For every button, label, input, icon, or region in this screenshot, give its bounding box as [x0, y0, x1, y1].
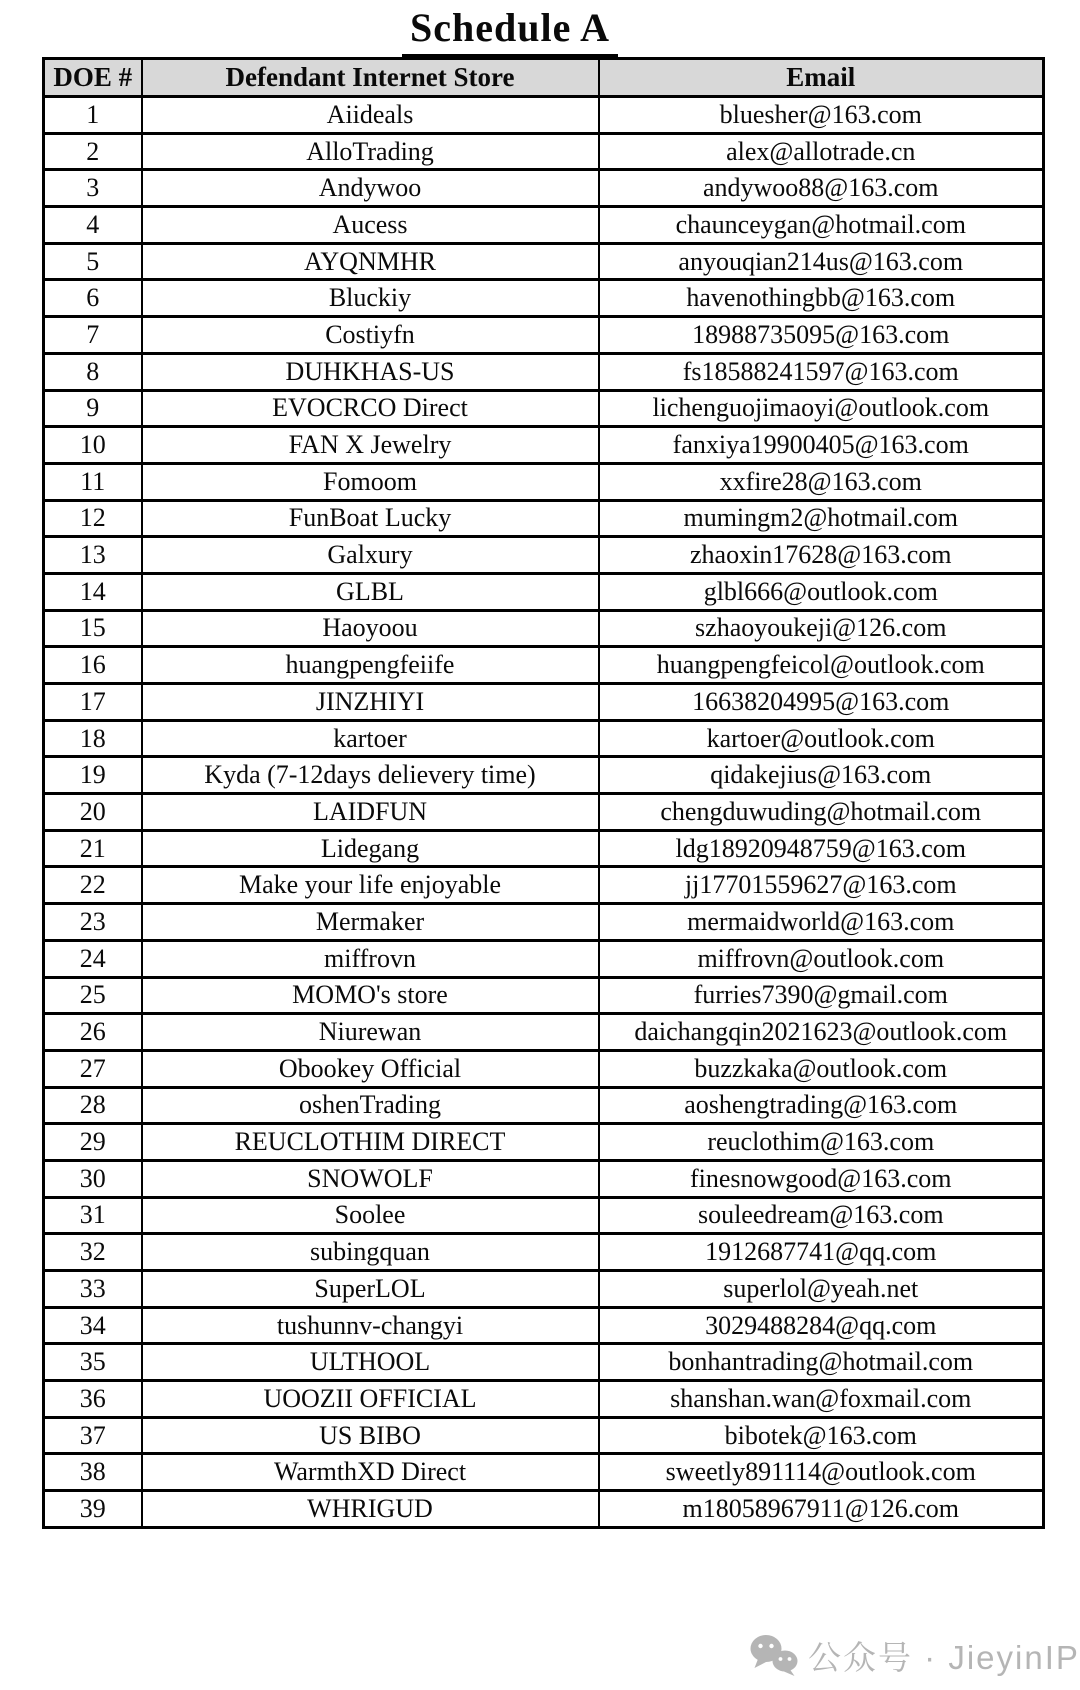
store-name-cell: WHRIGUD [142, 1491, 599, 1528]
store-name-cell: Kyda (7-12days delievery time) [142, 757, 599, 794]
store-name-cell: US BIBO [142, 1417, 599, 1454]
store-name-cell: Aiideals [142, 97, 599, 134]
table-row [44, 1307, 1044, 1344]
email-cell: bonhantrading@hotmail.com [599, 1344, 1044, 1381]
email-cell: huangpengfeicol@outlook.com [599, 647, 1044, 684]
table-row [44, 977, 1044, 1014]
store-name-cell: tushunnv-changyi [142, 1307, 599, 1344]
doe-number-cell: 8 [44, 353, 142, 390]
doe-number-cell: 34 [44, 1307, 142, 1344]
email-cell: lichenguojimaoyi@outlook.com [599, 390, 1044, 427]
table-row [44, 573, 1044, 610]
email-cell: mermaidworld@163.com [599, 904, 1044, 941]
table-row [44, 1197, 1044, 1234]
table-row [44, 1417, 1044, 1454]
table-row [44, 133, 1044, 170]
email-cell: m18058967911@126.com [599, 1491, 1044, 1528]
doe-number-cell: 31 [44, 1197, 142, 1234]
table-row [44, 867, 1044, 904]
doe-number-cell: 13 [44, 537, 142, 574]
header-row [44, 59, 1044, 97]
store-name-cell: subingquan [142, 1234, 599, 1271]
doe-number-cell: 33 [44, 1271, 142, 1308]
email-cell: bluesher@163.com [599, 97, 1044, 134]
page-title [0, 4, 1020, 59]
doe-number-cell: 22 [44, 867, 142, 904]
email-cell: ldg18920948759@163.com [599, 830, 1044, 867]
email-cell: xxfire28@163.com [599, 463, 1044, 500]
table-row [44, 537, 1044, 574]
store-name-cell: Andywoo [142, 170, 599, 207]
store-name-cell: Soolee [142, 1197, 599, 1234]
email-cell: fanxiya19900405@163.com [599, 427, 1044, 464]
table-row [44, 904, 1044, 941]
email-cell: finesnowgood@163.com [599, 1160, 1044, 1197]
schedule-table [42, 57, 1045, 1529]
store-name-cell: Lidegang [142, 830, 599, 867]
email-cell: shanshan.wan@foxmail.com [599, 1381, 1044, 1418]
email-cell: chaunceygan@hotmail.com [599, 207, 1044, 244]
doe-number-cell: 7 [44, 317, 142, 354]
doe-number-cell: 29 [44, 1124, 142, 1161]
header-defendant-store: Defendant Internet Store [142, 59, 599, 97]
doe-number-cell: 37 [44, 1417, 142, 1454]
doe-number-cell: 19 [44, 757, 142, 794]
doe-number-cell: 10 [44, 427, 142, 464]
doe-number-cell: 11 [44, 463, 142, 500]
email-cell: daichangqin2021623@outlook.com [599, 1014, 1044, 1051]
table-row [44, 1491, 1044, 1528]
doe-number-cell: 5 [44, 243, 142, 280]
doe-number-cell: 23 [44, 904, 142, 941]
store-name-cell: SuperLOL [142, 1271, 599, 1308]
table-row [44, 1344, 1044, 1381]
email-cell: miffrovn@outlook.com [599, 940, 1044, 977]
doe-number-cell: 28 [44, 1087, 142, 1124]
doe-number-cell: 30 [44, 1160, 142, 1197]
doe-number-cell: 17 [44, 684, 142, 721]
doe-number-cell: 3 [44, 170, 142, 207]
store-name-cell: miffrovn [142, 940, 599, 977]
doe-number-cell: 15 [44, 610, 142, 647]
doe-number-cell: 26 [44, 1014, 142, 1051]
table-row [44, 170, 1044, 207]
doe-number-cell: 35 [44, 1344, 142, 1381]
email-cell: aoshengtrading@163.com [599, 1087, 1044, 1124]
store-name-cell: Galxury [142, 537, 599, 574]
email-cell: anyouqian214us@163.com [599, 243, 1044, 280]
email-cell: alex@allotrade.cn [599, 133, 1044, 170]
table-row [44, 353, 1044, 390]
store-name-cell: AYQNMHR [142, 243, 599, 280]
store-name-cell: SNOWOLF [142, 1160, 599, 1197]
table-row [44, 1124, 1044, 1161]
table-row [44, 243, 1044, 280]
table-row [44, 720, 1044, 757]
email-cell: kartoer@outlook.com [599, 720, 1044, 757]
email-cell: andywoo88@163.com [599, 170, 1044, 207]
store-name-cell: REUCLOTHIM DIRECT [142, 1124, 599, 1161]
email-cell: chengduwuding@hotmail.com [599, 794, 1044, 831]
doe-number-cell: 18 [44, 720, 142, 757]
table-row [44, 794, 1044, 831]
table-row [44, 684, 1044, 721]
store-name-cell: huangpengfeiife [142, 647, 599, 684]
store-name-cell: oshenTrading [142, 1087, 599, 1124]
doe-number-cell: 27 [44, 1050, 142, 1087]
store-name-cell: LAIDFUN [142, 794, 599, 831]
email-cell: jj17701559627@163.com [599, 867, 1044, 904]
store-name-cell: Mermaker [142, 904, 599, 941]
email-cell: 1912687741@qq.com [599, 1234, 1044, 1271]
email-cell: 3029488284@qq.com [599, 1307, 1044, 1344]
doe-number-cell: 14 [44, 573, 142, 610]
doe-number-cell: 1 [44, 97, 142, 134]
doe-number-cell: 32 [44, 1234, 142, 1271]
table-row [44, 317, 1044, 354]
store-name-cell: Niurewan [142, 1014, 599, 1051]
email-cell: mumingm2@hotmail.com [599, 500, 1044, 537]
email-cell: sweetly891114@outlook.com [599, 1454, 1044, 1491]
store-name-cell: GLBL [142, 573, 599, 610]
email-cell: 18988735095@163.com [599, 317, 1044, 354]
wechat-icon [748, 1633, 800, 1679]
table-row [44, 1087, 1044, 1124]
doe-number-cell: 20 [44, 794, 142, 831]
table-row [44, 940, 1044, 977]
store-name-cell: FunBoat Lucky [142, 500, 599, 537]
doe-number-cell: 39 [44, 1491, 142, 1528]
email-cell: buzzkaka@outlook.com [599, 1050, 1044, 1087]
store-name-cell: AlloTrading [142, 133, 599, 170]
table-row [44, 1160, 1044, 1197]
store-name-cell: Costiyfn [142, 317, 599, 354]
email-cell: zhaoxin17628@163.com [599, 537, 1044, 574]
store-name-cell: DUHKHAS-US [142, 353, 599, 390]
doe-number-cell: 25 [44, 977, 142, 1014]
email-cell: havenothingbb@163.com [599, 280, 1044, 317]
store-name-cell: Make your life enjoyable [142, 867, 599, 904]
table-row [44, 427, 1044, 464]
store-name-cell: Fomoom [142, 463, 599, 500]
table-row [44, 1271, 1044, 1308]
doe-number-cell: 38 [44, 1454, 142, 1491]
doe-number-cell: 21 [44, 830, 142, 867]
email-cell: reuclothim@163.com [599, 1124, 1044, 1161]
doe-number-cell: 9 [44, 390, 142, 427]
doe-number-cell: 12 [44, 500, 142, 537]
table-header [44, 59, 1044, 97]
table-row [44, 500, 1044, 537]
store-name-cell: JINZHIYI [142, 684, 599, 721]
store-name-cell: WarmthXD Direct [142, 1454, 599, 1491]
store-name-cell: ULTHOOL [142, 1344, 599, 1381]
table-row [44, 1381, 1044, 1418]
table-body [44, 97, 1044, 1528]
table-row [44, 463, 1044, 500]
header-email: Email [599, 59, 1044, 97]
page-title-text: Schedule A [402, 4, 618, 59]
email-cell: souleedream@163.com [599, 1197, 1044, 1234]
email-cell: szhaoyoukeji@126.com [599, 610, 1044, 647]
email-cell: superlol@yeah.net [599, 1271, 1044, 1308]
table-row [44, 207, 1044, 244]
table-row [44, 390, 1044, 427]
doe-number-cell: 24 [44, 940, 142, 977]
table-row [44, 830, 1044, 867]
store-name-cell: kartoer [142, 720, 599, 757]
store-name-cell: Obookey Official [142, 1050, 599, 1087]
store-name-cell: EVOCRCO Direct [142, 390, 599, 427]
email-cell: 16638204995@163.com [599, 684, 1044, 721]
table-row [44, 757, 1044, 794]
email-cell: qidakejius@163.com [599, 757, 1044, 794]
doe-number-cell: 6 [44, 280, 142, 317]
store-name-cell: UOOZII OFFICIAL [142, 1381, 599, 1418]
doe-number-cell: 2 [44, 133, 142, 170]
doe-number-cell: 16 [44, 647, 142, 684]
table-row [44, 647, 1044, 684]
header-doe-number: DOE # [44, 59, 142, 97]
store-name-cell: MOMO's store [142, 977, 599, 1014]
store-name-cell: Bluckiy [142, 280, 599, 317]
doe-number-cell: 36 [44, 1381, 142, 1418]
email-cell: bibotek@163.com [599, 1417, 1044, 1454]
store-name-cell: FAN X Jewelry [142, 427, 599, 464]
watermark-text: 公众号 · JieyinIP [808, 1639, 1080, 1676]
table-row [44, 1050, 1044, 1087]
table-row [44, 280, 1044, 317]
table-row [44, 610, 1044, 647]
email-cell: furries7390@gmail.com [599, 977, 1044, 1014]
table-row [44, 1454, 1044, 1491]
doe-number-cell: 4 [44, 207, 142, 244]
email-cell: fs18588241597@163.com [599, 353, 1044, 390]
table-row [44, 1234, 1044, 1271]
table-row [44, 97, 1044, 134]
email-cell: glbl666@outlook.com [599, 573, 1044, 610]
watermark [748, 1632, 1080, 1679]
store-name-cell: Haoyoou [142, 610, 599, 647]
table-row [44, 1014, 1044, 1051]
store-name-cell: Aucess [142, 207, 599, 244]
